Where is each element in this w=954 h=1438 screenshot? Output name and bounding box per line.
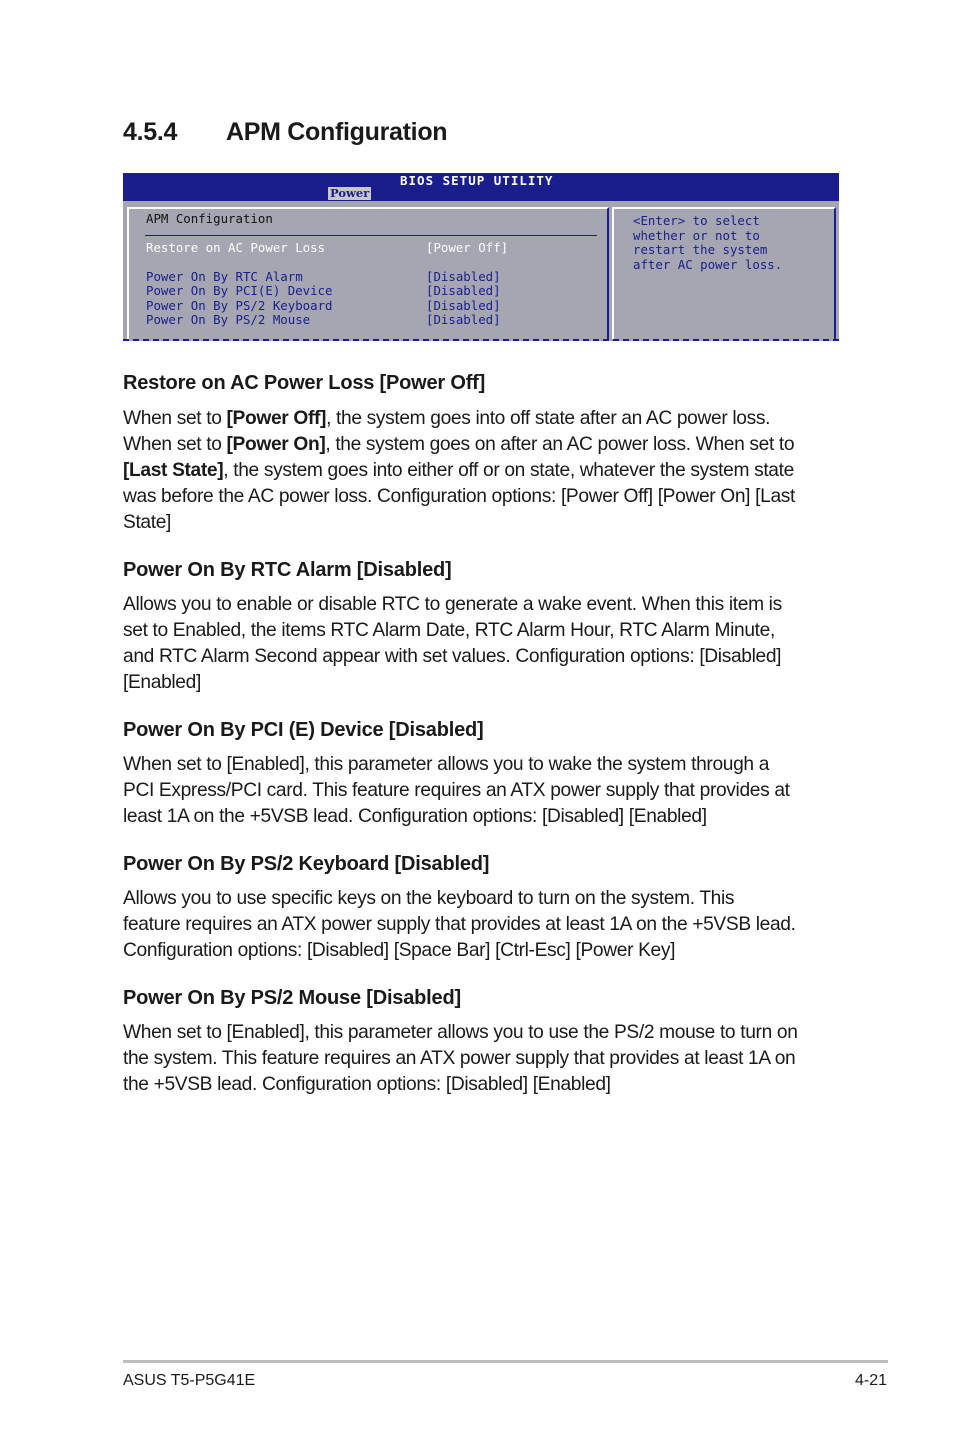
text-line: When set to [Enabled], this parameter allows you to use the PS/2 mouse to turn on: [123, 1022, 798, 1043]
section-title-text: APM Configuration: [226, 118, 448, 146]
help-line: restart the system: [633, 242, 768, 257]
bios-value-ps2-mouse[interactable]: [Disabled]: [426, 312, 501, 327]
heading-restore-ac-power-loss: Restore on AC Power Loss [Power Off]: [123, 372, 486, 394]
heading-rtc-alarm: Power On By RTC Alarm [Disabled]: [123, 559, 452, 581]
text-line: When set to [Power Off], the system goes into off state after an AC power loss.: [123, 408, 771, 429]
text-line: was before the AC power loss. Configuration options: [Power Off] [Power On] [Last: [123, 486, 795, 507]
footer-divider: [123, 1360, 888, 1363]
text-line: Configuration options: [Disabled] [Space Bar] [Ctrl-Esc] [Power Key]: [123, 940, 676, 961]
text-line: [Enabled]: [123, 672, 201, 693]
bios-bottom-border: [123, 339, 839, 341]
bios-title: BIOS SETUP UTILITY: [400, 173, 554, 188]
tab-power[interactable]: Power: [330, 186, 370, 200]
bios-value-rtc-alarm[interactable]: [Disabled]: [426, 269, 501, 284]
text-line: Allows you to use specific keys on the keyboard to turn on the system. This: [123, 888, 735, 909]
bios-value-restore-ac-power-loss[interactable]: [Power Off]: [426, 240, 509, 255]
bios-item-pcie-device[interactable]: Power On By PCI(E) Device: [146, 283, 333, 298]
bios-item-ps2-keyboard[interactable]: Power On By PS/2 Keyboard: [146, 298, 333, 313]
footer-product-name: ASUS T5-P5G41E: [123, 1372, 256, 1389]
text-line: least 1A on the +5VSB lead. Configuration options: [Disabled] [Enabled]: [123, 806, 707, 827]
paragraph-pcie-device: [123, 752, 853, 830]
bios-help-text: [633, 214, 782, 272]
footer-page-number: 4-21: [854, 1372, 887, 1389]
help-line: after AC power loss.: [633, 256, 783, 272]
heading-pcie-device: Power On By PCI (E) Device [Disabled]: [123, 719, 484, 741]
paragraph-ps2-mouse: [123, 1020, 853, 1098]
paragraph-restore-ac-power-loss: [123, 406, 853, 536]
bios-menu-divider: [145, 235, 597, 236]
bios-header-bar: [123, 173, 839, 201]
text-line: set to Enabled, the items RTC Alarm Date, RTC Alarm Hour, RTC Alarm Minute,: [123, 620, 775, 641]
paragraph-rtc-alarm: [123, 592, 853, 696]
bios-item-ps2-mouse[interactable]: Power On By PS/2 Mouse: [146, 312, 311, 327]
text-line: and RTC Alarm Second appear with set values. Configuration options: [Disabled]: [123, 646, 782, 667]
text-line: PCI Express/PCI card. This feature requires an ATX power supply that provides at: [123, 780, 790, 801]
text-line: feature requires an ATX power supply that provides at least 1A on the +5VSB lead.: [123, 914, 796, 935]
bios-value-ps2-keyboard[interactable]: [Disabled]: [426, 298, 501, 313]
text-line: the system. This feature requires an ATX power supply that provides at least 1A on: [123, 1048, 796, 1069]
heading-ps2-mouse: Power On By PS/2 Mouse [Disabled]: [123, 987, 461, 1009]
bios-value-pcie-device[interactable]: [Disabled]: [426, 283, 501, 298]
paragraph-ps2-keyboard: [123, 886, 853, 964]
help-line: whether or not to: [633, 227, 760, 243]
help-line: <Enter> to select: [633, 213, 760, 228]
bios-item-restore-ac-power-loss[interactable]: Restore on AC Power Loss: [146, 240, 326, 255]
bios-item-rtc-alarm[interactable]: Power On By RTC Alarm: [146, 269, 303, 284]
section-number: 4.5.4: [123, 118, 178, 146]
heading-ps2-keyboard: Power On By PS/2 Keyboard [Disabled]: [123, 853, 490, 875]
text-line: When set to [Power On], the system goes on after an AC power loss. When set to: [123, 434, 795, 455]
section-title: [123, 118, 447, 147]
text-line: the +5VSB lead. Configuration options: [Disabled] [Enabled]: [123, 1074, 611, 1095]
bios-menu-title: APM Configuration: [146, 211, 273, 226]
text-line: State]: [123, 512, 172, 533]
text-line: Allows you to enable or disable RTC to generate a wake event. When this item is: [123, 594, 782, 615]
text-line: When set to [Enabled], this parameter allows you to wake the system through a: [123, 754, 770, 775]
text-line: [Last State], the system goes into either off or on state, whatever the system state: [123, 460, 794, 481]
